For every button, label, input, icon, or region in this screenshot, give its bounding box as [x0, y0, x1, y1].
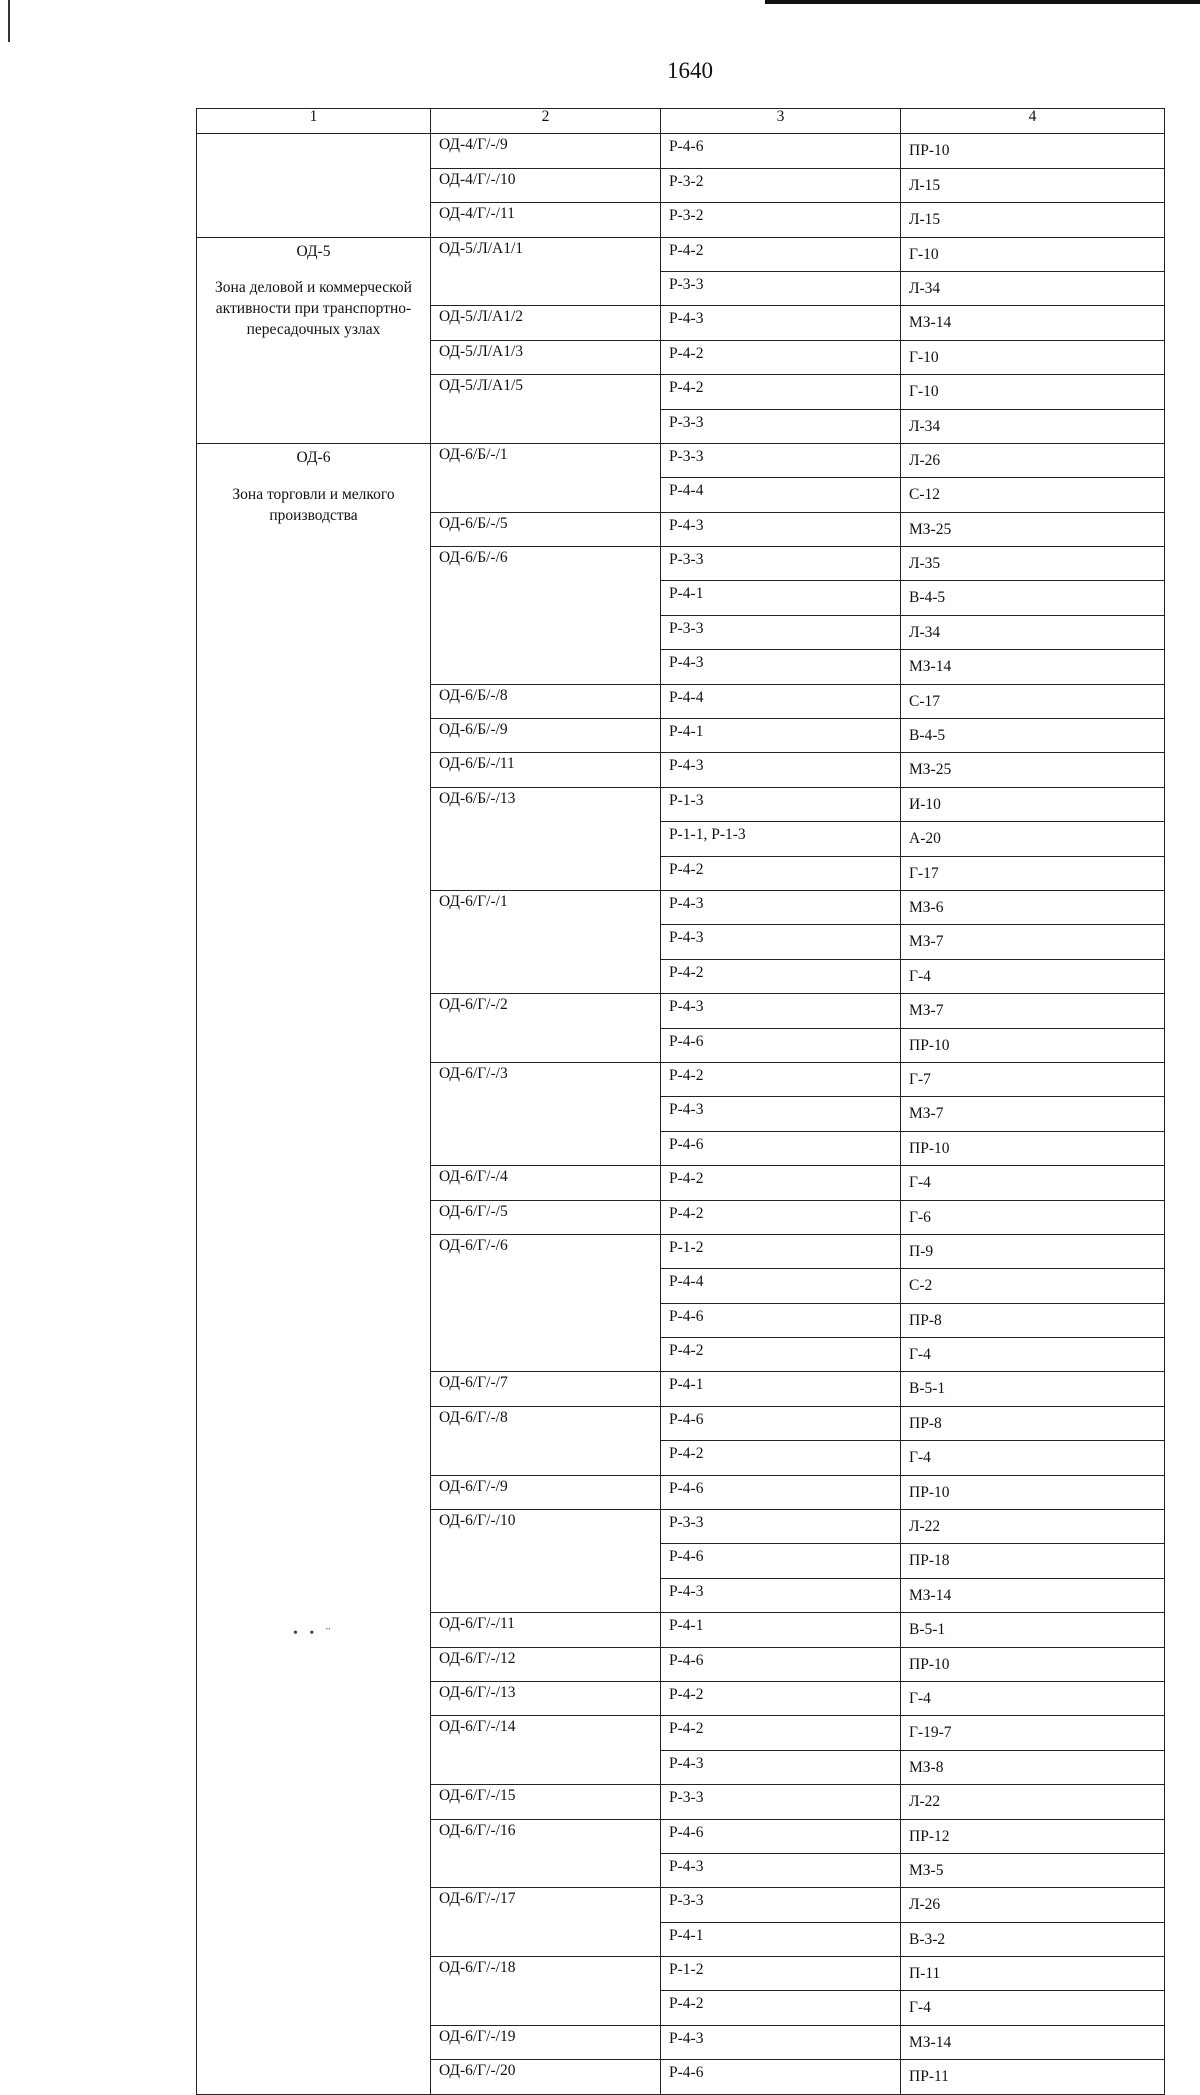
object-code-cell: МЗ-14	[901, 2025, 1165, 2059]
subzone-code-cell: ОД-6/Г/-/8	[431, 1406, 661, 1475]
object-code-cell: МЗ-5	[901, 1853, 1165, 1887]
object-code-cell: Г-19-7	[901, 1716, 1165, 1750]
object-code-cell: МЗ-6	[901, 890, 1165, 924]
regulation-code-cell: Р-3-3	[661, 1888, 901, 1922]
zone-code: ОД-5	[296, 242, 331, 260]
object-code-cell: ПР-10	[901, 1475, 1165, 1509]
scan-edge-left	[8, 0, 10, 42]
regulation-code-cell: Р-4-1	[661, 1613, 901, 1647]
table-body	[197, 134, 1165, 2094]
regulation-code-cell: Р-4-2	[661, 1681, 901, 1715]
zone-cell	[197, 443, 431, 2094]
subzone-code-cell: ОД-6/Г/-/11	[431, 1613, 661, 1647]
object-code-cell: МЗ-14	[901, 306, 1165, 340]
subzone-code-cell: ОД-4/Г/-/11	[431, 203, 661, 237]
object-code-cell: А-20	[901, 822, 1165, 856]
regulation-code-cell: Р-4-3	[661, 890, 901, 924]
regulation-code-cell: Р-4-2	[661, 1200, 901, 1234]
object-code-cell: Г-10	[901, 340, 1165, 374]
subzone-code-cell: ОД-5/Л/А1/1	[431, 237, 661, 306]
regulation-code-cell: Р-1-2	[661, 1957, 901, 1991]
subzone-code-cell: ОД-6/Г/-/16	[431, 1819, 661, 1888]
object-code-cell: Л-34	[901, 271, 1165, 305]
subzone-code-cell: ОД-6/Г/-/18	[431, 1957, 661, 2026]
object-code-cell: П-9	[901, 1234, 1165, 1268]
zone-code: ОД-6	[296, 448, 331, 466]
object-code-cell: МЗ-8	[901, 1750, 1165, 1784]
object-code-cell: С-2	[901, 1269, 1165, 1303]
subzone-code-cell: ОД-6/Б/-/11	[431, 753, 661, 787]
regulation-code-cell: Р-4-4	[661, 478, 901, 512]
table-row	[197, 443, 1165, 477]
regulation-code-cell: Р-4-6	[661, 1028, 901, 1062]
regulation-code-cell: Р-4-2	[661, 1166, 901, 1200]
object-code-cell: Г-17	[901, 856, 1165, 890]
zone-cell	[197, 237, 431, 443]
regulation-code-cell: Р-4-2	[661, 1716, 901, 1750]
table-row	[197, 134, 1165, 168]
object-code-cell: Л-22	[901, 1785, 1165, 1819]
header-row	[197, 109, 1165, 134]
regulation-code-cell: Р-4-1	[661, 1922, 901, 1956]
regulation-code-cell: Р-3-3	[661, 443, 901, 477]
zone-cell	[197, 134, 431, 237]
regulation-code-cell: Р-4-2	[661, 1338, 901, 1372]
regulation-code-cell: Р-4-4	[661, 684, 901, 718]
object-code-cell: В-4-5	[901, 719, 1165, 753]
object-code-cell: Г-6	[901, 1200, 1165, 1234]
column-header-1: 1	[197, 109, 431, 134]
object-code-cell: Л-26	[901, 1888, 1165, 1922]
object-code-cell: МЗ-7	[901, 1097, 1165, 1131]
regulation-code-cell: Р-4-2	[661, 856, 901, 890]
regulation-code-cell: Р-4-1	[661, 719, 901, 753]
subzone-code-cell: ОД-6/Б/-/9	[431, 719, 661, 753]
regulation-code-cell: Р-4-6	[661, 1131, 901, 1165]
subzone-code-cell: ОД-6/Б/-/5	[431, 512, 661, 546]
regulation-code-cell: Р-4-2	[661, 959, 901, 993]
regulation-code-cell: Р-4-3	[661, 1578, 901, 1612]
regulation-code-cell: Р-4-6	[661, 1544, 901, 1578]
object-code-cell: Г-7	[901, 1062, 1165, 1096]
regulation-code-cell: Р-4-2	[661, 1062, 901, 1096]
object-code-cell: Г-4	[901, 959, 1165, 993]
object-code-cell: Г-4	[901, 1991, 1165, 2025]
regulation-code-cell: Р-4-3	[661, 306, 901, 340]
regulation-code-cell: Р-3-3	[661, 1785, 901, 1819]
subzone-code-cell: ОД-6/Г/-/12	[431, 1647, 661, 1681]
regulation-code-cell: Р-4-6	[661, 1819, 901, 1853]
regulation-code-cell: Р-4-6	[661, 1475, 901, 1509]
object-code-cell: В-3-2	[901, 1922, 1165, 1956]
regulation-code-cell: Р-4-2	[661, 375, 901, 409]
regulation-code-cell: Р-4-6	[661, 1647, 901, 1681]
object-code-cell: И-10	[901, 787, 1165, 821]
object-code-cell: МЗ-14	[901, 1578, 1165, 1612]
object-code-cell: В-4-5	[901, 581, 1165, 615]
regulation-code-cell: Р-4-4	[661, 1269, 901, 1303]
object-code-cell: П-11	[901, 1957, 1165, 1991]
regulation-code-cell: Р-4-3	[661, 1750, 901, 1784]
regulation-code-cell: Р-4-6	[661, 1303, 901, 1337]
table-header	[197, 109, 1165, 134]
regulation-code-cell: Р-4-3	[661, 925, 901, 959]
subzone-code-cell: ОД-6/Б/-/1	[431, 443, 661, 512]
regulation-code-cell: Р-3-2	[661, 203, 901, 237]
scan-edge-top	[765, 0, 1200, 4]
regulation-code-cell: Р-4-3	[661, 753, 901, 787]
regulation-code-cell: Р-4-2	[661, 1441, 901, 1475]
subzone-code-cell: ОД-6/Г/-/1	[431, 890, 661, 993]
subzone-code-cell: ОД-6/Г/-/9	[431, 1475, 661, 1509]
subzone-code-cell: ОД-4/Г/-/9	[431, 134, 661, 168]
regulation-code-cell: Р-1-2	[661, 1234, 901, 1268]
regulation-code-cell: Р-1-1, Р-1-3	[661, 822, 901, 856]
object-code-cell: МЗ-14	[901, 650, 1165, 684]
object-code-cell: В-5-1	[901, 1372, 1165, 1406]
subzone-code-cell: ОД-5/Л/А1/3	[431, 340, 661, 374]
subzone-code-cell: ОД-6/Г/-/20	[431, 2060, 661, 2094]
regulation-code-cell: Р-4-3	[661, 1097, 901, 1131]
object-code-cell: Г-10	[901, 375, 1165, 409]
object-code-cell: ПР-8	[901, 1303, 1165, 1337]
zoning-table	[196, 108, 1165, 2095]
object-code-cell: Г-4	[901, 1338, 1165, 1372]
subzone-code-cell: ОД-6/Б/-/8	[431, 684, 661, 718]
object-code-cell: Л-15	[901, 168, 1165, 202]
object-code-cell: Л-34	[901, 409, 1165, 443]
footer-marks: • • ¨	[293, 1626, 335, 1641]
subzone-code-cell: ОД-6/Г/-/5	[431, 1200, 661, 1234]
object-code-cell: ПР-10	[901, 134, 1165, 168]
subzone-code-cell: ОД-6/Г/-/4	[431, 1166, 661, 1200]
subzone-code-cell: ОД-6/Г/-/2	[431, 994, 661, 1063]
page-number: 1640	[667, 58, 713, 83]
subzone-code-cell: ОД-5/Л/А1/2	[431, 306, 661, 340]
subzone-code-cell: ОД-6/Г/-/13	[431, 1681, 661, 1715]
zone-name: Зона торговли и мелкого производства	[232, 485, 395, 524]
regulation-code-cell: Р-3-3	[661, 547, 901, 581]
regulation-code-cell: Р-4-6	[661, 134, 901, 168]
object-code-cell: С-17	[901, 684, 1165, 718]
object-code-cell: Л-34	[901, 615, 1165, 649]
object-code-cell: МЗ-25	[901, 753, 1165, 787]
column-header-3: 3	[661, 109, 901, 134]
regulation-code-cell: Р-4-2	[661, 1991, 901, 2025]
object-code-cell: ПР-18	[901, 1544, 1165, 1578]
object-code-cell: Л-26	[901, 443, 1165, 477]
subzone-code-cell: ОД-6/Г/-/15	[431, 1785, 661, 1819]
subzone-code-cell: ОД-6/Б/-/6	[431, 547, 661, 685]
regulation-code-cell: Р-4-1	[661, 581, 901, 615]
zone-name: Зона деловой и коммерческой активности при транспортно-пересадочных узлах	[215, 279, 412, 339]
object-code-cell: Л-35	[901, 547, 1165, 581]
column-header-4: 4	[901, 109, 1165, 134]
regulation-code-cell: Р-4-3	[661, 2025, 901, 2059]
column-header-2: 2	[431, 109, 661, 134]
regulation-code-cell: Р-4-2	[661, 237, 901, 271]
object-code-cell: ПР-12	[901, 1819, 1165, 1853]
subzone-code-cell: ОД-6/Г/-/3	[431, 1062, 661, 1165]
subzone-code-cell: ОД-6/Г/-/17	[431, 1888, 661, 1957]
object-code-cell: ПР-10	[901, 1028, 1165, 1062]
object-code-cell: МЗ-7	[901, 925, 1165, 959]
subzone-code-cell: ОД-6/Г/-/19	[431, 2025, 661, 2059]
object-code-cell: Л-15	[901, 203, 1165, 237]
regulation-code-cell: Р-3-2	[661, 168, 901, 202]
subzone-code-cell: ОД-6/Г/-/14	[431, 1716, 661, 1785]
regulation-code-cell: Р-3-3	[661, 615, 901, 649]
subzone-code-cell: ОД-6/Г/-/7	[431, 1372, 661, 1406]
object-code-cell: МЗ-7	[901, 994, 1165, 1028]
object-code-cell: Л-22	[901, 1510, 1165, 1544]
object-code-cell: Г-4	[901, 1166, 1165, 1200]
regulation-code-cell: Р-4-1	[661, 1372, 901, 1406]
regulation-code-cell: Р-4-3	[661, 1853, 901, 1887]
object-code-cell: ПР-11	[901, 2060, 1165, 2094]
regulation-code-cell: Р-1-3	[661, 787, 901, 821]
regulation-code-cell: Р-4-6	[661, 2060, 901, 2094]
subzone-code-cell: ОД-6/Г/-/6	[431, 1234, 661, 1372]
subzone-code-cell: ОД-6/Г/-/10	[431, 1510, 661, 1613]
object-code-cell: Г-4	[901, 1441, 1165, 1475]
subzone-code-cell: ОД-5/Л/А1/5	[431, 375, 661, 444]
regulation-code-cell: Р-3-3	[661, 409, 901, 443]
regulation-code-cell: Р-4-3	[661, 512, 901, 546]
object-code-cell: МЗ-25	[901, 512, 1165, 546]
object-code-cell: ПР-10	[901, 1647, 1165, 1681]
table-row	[197, 237, 1165, 271]
object-code-cell: ПР-10	[901, 1131, 1165, 1165]
regulation-code-cell: Р-4-2	[661, 340, 901, 374]
object-code-cell: В-5-1	[901, 1613, 1165, 1647]
regulation-code-cell: Р-3-3	[661, 1510, 901, 1544]
regulation-code-cell: Р-4-3	[661, 994, 901, 1028]
object-code-cell: С-12	[901, 478, 1165, 512]
subzone-code-cell: ОД-4/Г/-/10	[431, 168, 661, 202]
regulation-code-cell: Р-4-3	[661, 650, 901, 684]
regulation-code-cell: Р-4-6	[661, 1406, 901, 1440]
regulation-code-cell: Р-3-3	[661, 271, 901, 305]
object-code-cell: Г-10	[901, 237, 1165, 271]
object-code-cell: Г-4	[901, 1681, 1165, 1715]
subzone-code-cell: ОД-6/Б/-/13	[431, 787, 661, 890]
object-code-cell: ПР-8	[901, 1406, 1165, 1440]
